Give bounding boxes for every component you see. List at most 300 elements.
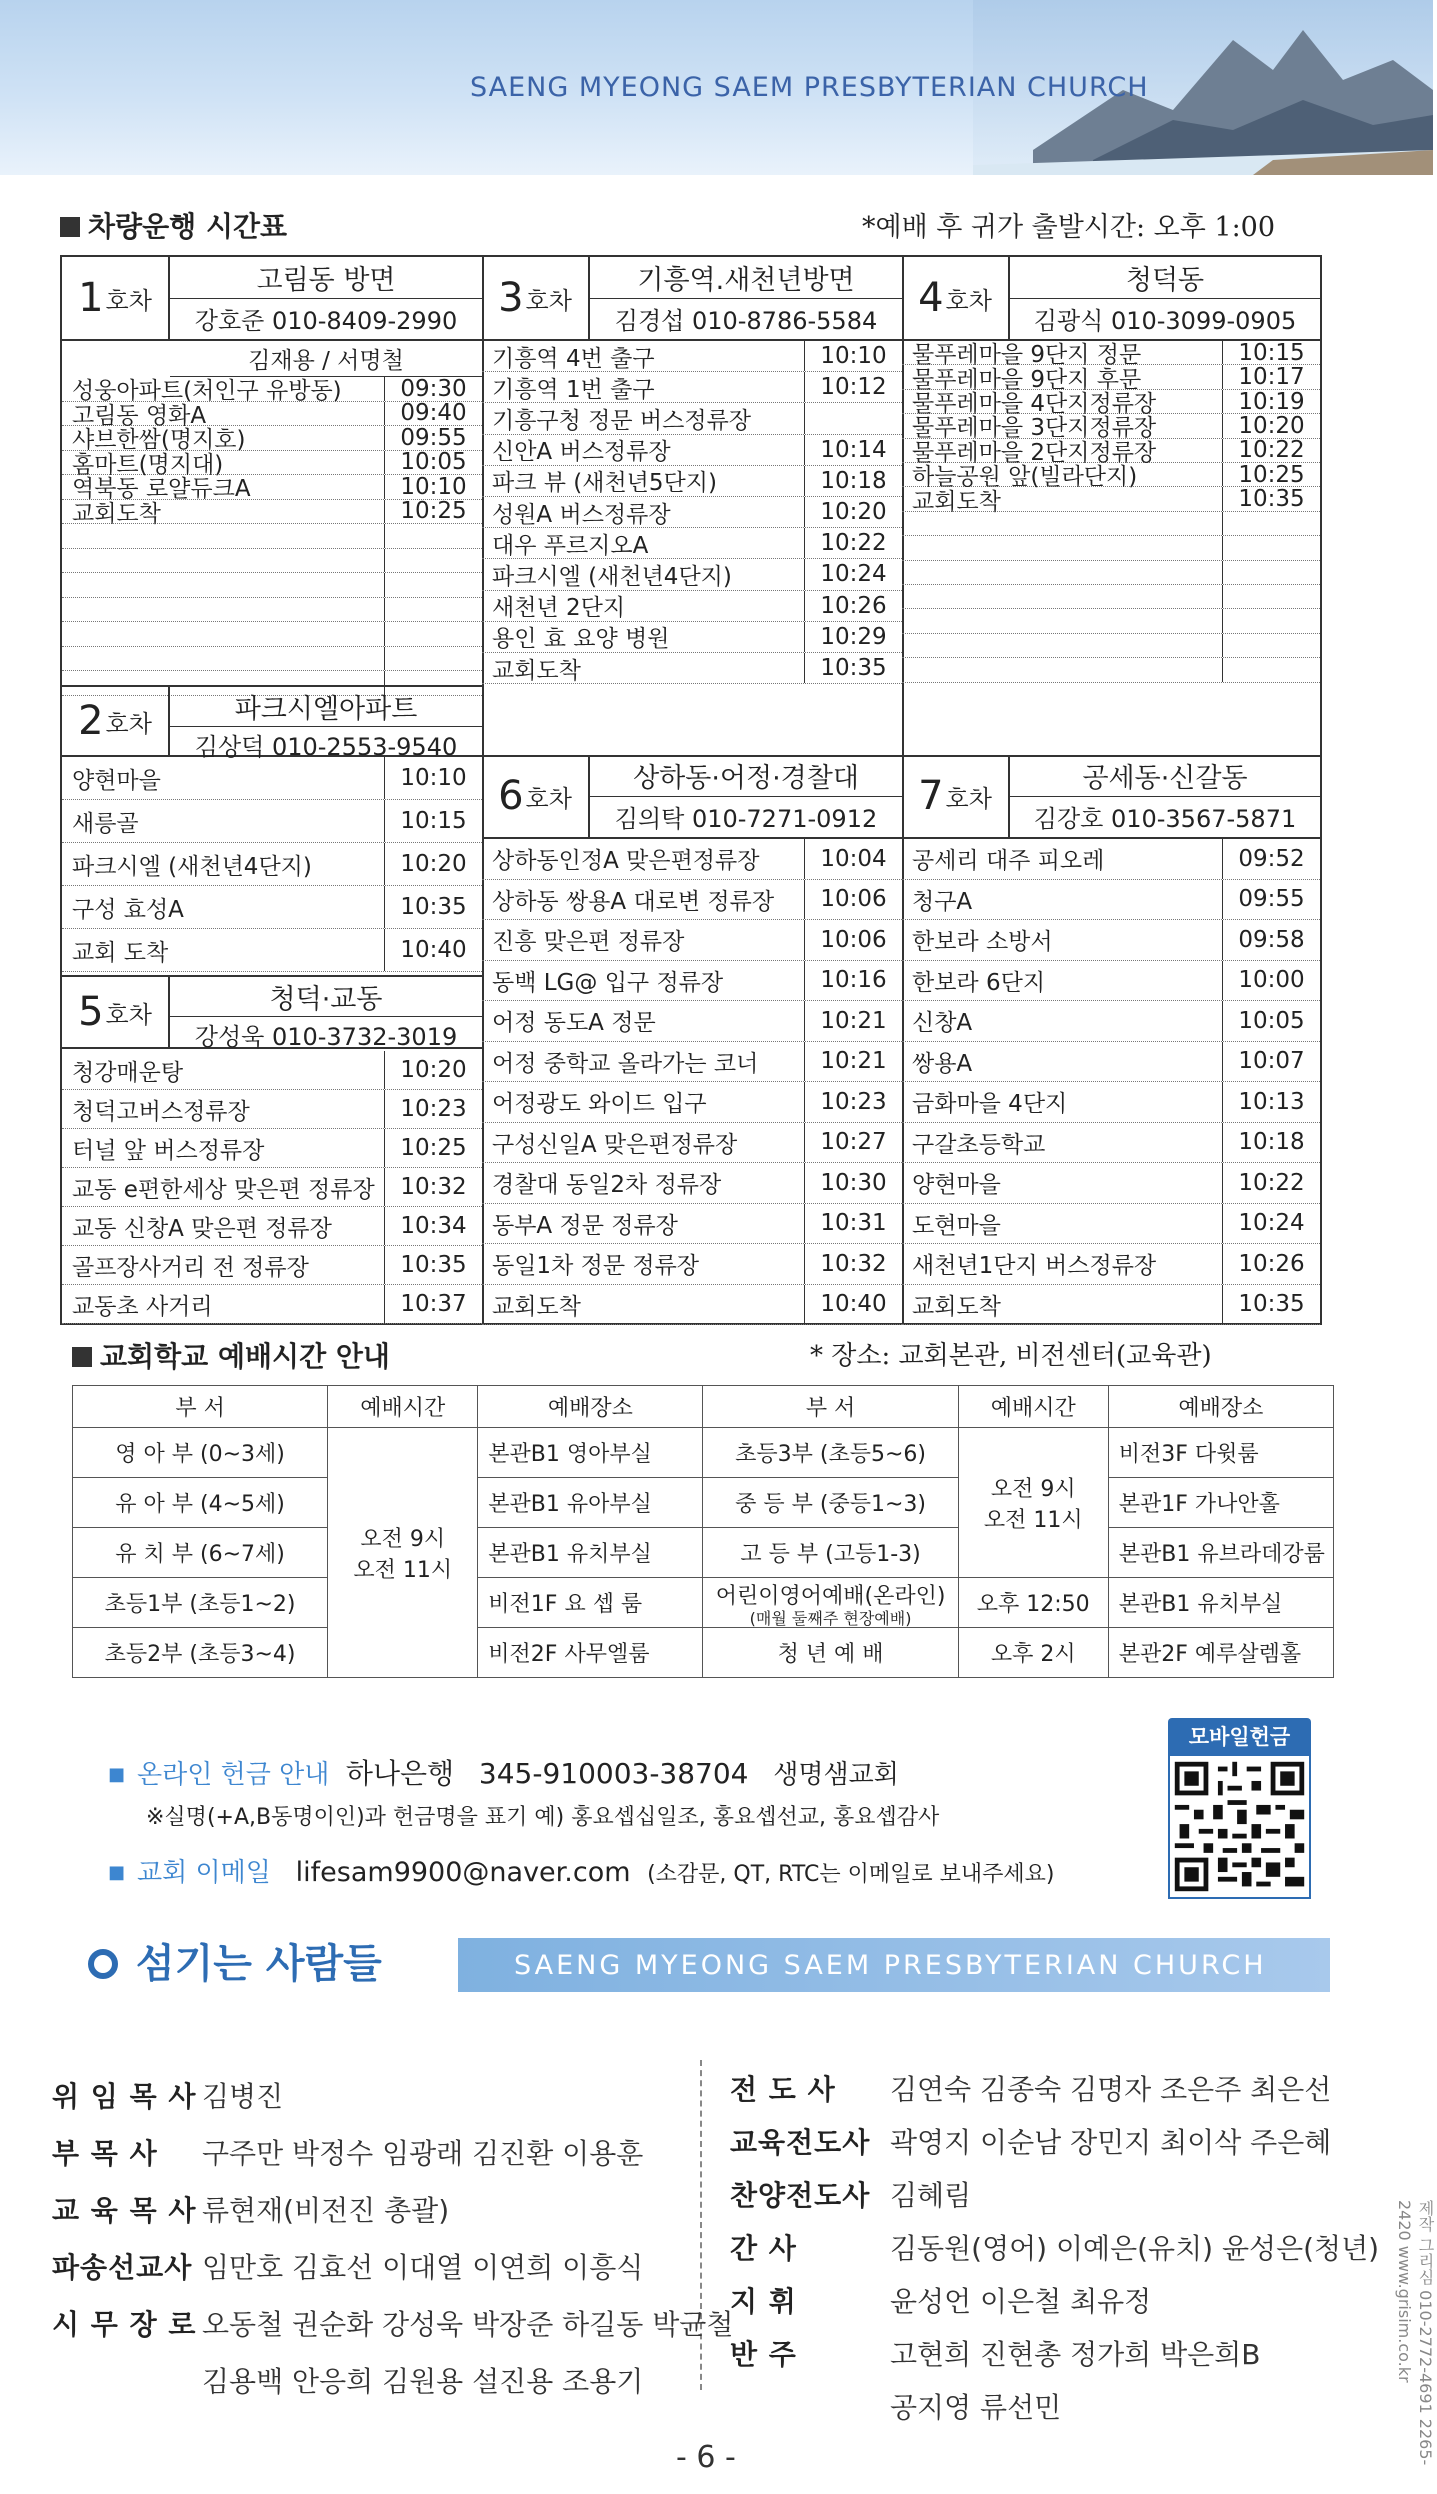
stop-name: 진흥 맞은편 정류장 — [492, 929, 685, 956]
department-cell: 초등2부 (초등3~4) — [73, 1628, 328, 1678]
stop-name: 성원A 버스정류장 — [492, 501, 671, 528]
stop-row — [62, 1129, 482, 1168]
staff-row — [730, 2174, 971, 2214]
route-6-driver: 김의탁 010-7271-0912 — [614, 805, 878, 834]
account-holder: 생명샘교회 — [773, 1760, 899, 1790]
staff-row — [730, 2333, 1261, 2373]
stop-name — [902, 512, 1222, 535]
stop-name: 새릉골 — [72, 810, 139, 837]
stop-time: 10:30 — [804, 1163, 902, 1203]
department-cell: 중 등 부 (중등1~3) — [703, 1478, 958, 1528]
stop-row — [62, 757, 482, 800]
staff-role: 교육전도사 — [730, 2126, 871, 2159]
stop-name: 신창A — [912, 1010, 973, 1037]
email-info — [108, 1852, 1054, 1889]
stop-name: 파크 뷰 (새천년5단지) — [492, 470, 717, 497]
stop-row — [482, 961, 902, 1002]
stop-time: 10:20 — [384, 843, 482, 885]
stop-name — [62, 573, 384, 597]
email-label: 교회 이메일 — [137, 1858, 271, 1888]
stop-row — [482, 1042, 902, 1083]
route-3-number: 3 호차 — [482, 257, 590, 339]
stop-row — [482, 466, 902, 497]
location-cell: 본관B1 유브라데강룸 — [1108, 1528, 1333, 1578]
stop-time: 10:40 — [804, 1285, 902, 1325]
route-3-header — [482, 257, 902, 341]
square-bullet-icon — [60, 217, 80, 237]
location-cell: 비전2F 사무엘룸 — [478, 1628, 703, 1678]
stop-time: 10:17 — [1222, 365, 1320, 388]
column-header: 예배시간 — [328, 1386, 478, 1428]
stop-time: 10:20 — [384, 1051, 482, 1089]
stop-name: 물푸레마을 2단지정류장 — [912, 439, 1157, 466]
stop-name: 홈마트(명지대) — [72, 451, 224, 478]
stop-row — [902, 1285, 1320, 1326]
school-schedule-title: 교회학교 예배시간 안내 — [72, 1335, 390, 1375]
stop-name: 교회도착 — [912, 488, 1001, 515]
stop-time: 10:37 — [384, 1285, 482, 1323]
staff-row — [730, 2386, 1061, 2426]
stop-row — [62, 886, 482, 929]
church-name-banner: SAENG MYEONG SAEM PRESBYTERIAN CHURCH — [470, 72, 1149, 103]
stop-name: 교회도착 — [492, 1293, 581, 1320]
stop-row — [62, 1207, 482, 1246]
stop-time: 10:26 — [804, 591, 902, 621]
stop-time — [384, 622, 482, 646]
offering-info — [108, 1752, 899, 1792]
department-cell: 유 치 부 (6~7세) — [73, 1528, 328, 1578]
bus-schedule-note: *예배 후 귀가 출발시간: 오후 1:00 — [862, 212, 1276, 243]
route-4-number: 4 호차 — [902, 257, 1010, 339]
stop-row — [62, 647, 482, 672]
stop-time: 10:23 — [804, 1082, 902, 1122]
stop-time: 09:52 — [1222, 839, 1320, 879]
stop-row — [482, 1204, 902, 1245]
stop-name: 도현마을 — [912, 1212, 1001, 1239]
route-2-name: 파크시엘아파트 — [170, 687, 482, 727]
stop-row — [482, 1082, 902, 1123]
stop-time: 10:23 — [384, 1090, 482, 1128]
staff-role: 간 사 — [730, 2232, 797, 2265]
stop-row — [902, 609, 1320, 633]
page-number: - 6 - — [676, 2440, 736, 2475]
stop-time: 10:22 — [804, 528, 902, 558]
stop-name: 교회도착 — [72, 500, 161, 527]
staff-names: 고현희 진현총 정가희 박은희B — [890, 2338, 1261, 2371]
stop-row — [482, 341, 902, 372]
stop-name: 파크시엘 (새천년4단지) — [72, 853, 312, 880]
stop-name: 기흥역 4번 출구 — [492, 345, 655, 372]
staff-role: 전 도 사 — [730, 2073, 836, 2106]
staff-names: 공지영 류선민 — [890, 2391, 1062, 2424]
stop-name — [62, 622, 384, 646]
table-row — [73, 1628, 1334, 1678]
offering-note: ※실명(+A,B동명이인)과 헌금명을 표기 예) 홍요셉십일조, 홍요셉선교, 홍요셉감사 — [146, 1805, 940, 1830]
column-header: 부 서 — [703, 1386, 958, 1428]
staff-names: 김병진 — [202, 2080, 284, 2113]
stop-time: 10:26 — [1222, 1244, 1320, 1284]
stop-time: 10:13 — [1222, 1082, 1320, 1122]
stop-row — [62, 1168, 482, 1207]
staff-role: 위 임 목 사 — [52, 2080, 197, 2113]
stop-time: 10:29 — [804, 622, 902, 652]
worship-time-cell: 오전 9시 오전 11시 — [958, 1428, 1108, 1578]
stop-name — [902, 561, 1222, 584]
stop-time: 09:55 — [1222, 880, 1320, 920]
location-cell: 본관B1 유아부실 — [478, 1478, 703, 1528]
department-cell: 청 년 예 배 — [703, 1628, 958, 1678]
stop-row — [902, 961, 1320, 1002]
route-1-name: 고림동 방면 — [170, 257, 482, 299]
stop-name: 교회도착 — [492, 657, 581, 684]
staff-names: 윤성언 이은철 최유정 — [890, 2285, 1152, 2318]
stop-row — [482, 403, 902, 434]
stop-time — [1222, 585, 1320, 608]
stop-row — [62, 1246, 482, 1285]
staff-names: 김혜림 — [890, 2179, 972, 2212]
stop-row — [902, 536, 1320, 560]
stop-time: 10:18 — [1222, 1123, 1320, 1163]
square-bullet-icon: ■ — [108, 1764, 126, 1785]
stop-row — [62, 843, 482, 886]
school-schedule-table — [72, 1385, 1334, 1678]
stop-name: 상하동 쌍용A 대로변 정류장 — [492, 888, 775, 915]
stop-time: 09:58 — [1222, 920, 1320, 960]
stop-name: 골프장사거리 전 정류장 — [72, 1254, 309, 1281]
stop-time: 10:25 — [384, 500, 482, 524]
stop-row — [902, 1001, 1320, 1042]
staff-names: 구주만 박정수 임광래 김진환 이용훈 — [202, 2137, 644, 2170]
route-1-number: 1 호차 — [62, 257, 170, 339]
staff-role: 반 주 — [730, 2338, 797, 2371]
staff-role: 교 육 목 사 — [52, 2194, 197, 2227]
stop-time: 10:35 — [384, 886, 482, 928]
stop-time: 10:04 — [804, 839, 902, 879]
table-row — [73, 1478, 1334, 1528]
stop-name: 구갈초등학교 — [912, 1131, 1046, 1158]
stop-row — [902, 1123, 1320, 1164]
stop-name: 용인 효 요양 병원 — [492, 626, 670, 653]
stop-row — [482, 559, 902, 590]
stop-name: 교동초 사거리 — [72, 1293, 213, 1320]
stop-time — [804, 403, 902, 433]
qr-code-icon[interactable] — [1168, 1754, 1311, 1899]
stop-time: 10:32 — [804, 1244, 902, 1284]
stop-name: 상하동인정A 맞은편정류장 — [492, 848, 760, 875]
stop-name — [62, 647, 384, 671]
bus-schedule-title: 차량운행 시간표 — [60, 205, 287, 245]
stop-name: 새천년1단지 버스정류장 — [912, 1253, 1157, 1280]
stop-name: 청구A — [912, 888, 973, 915]
stop-row — [62, 1051, 482, 1090]
stop-time: 10:15 — [1222, 341, 1320, 364]
stop-name: 물푸레마을 4단지정류장 — [912, 391, 1157, 417]
stop-time — [384, 573, 482, 597]
stop-time: 10:19 — [1222, 390, 1320, 413]
stop-row — [482, 839, 902, 880]
staff-banner: SAENG MYEONG SAEM PRESBYTERIAN CHURCH — [458, 1938, 1330, 1992]
staff-role: 파송선교사 — [52, 2251, 193, 2284]
stop-name: 청덕고버스정류장 — [72, 1098, 250, 1125]
stop-time — [384, 598, 482, 622]
stop-name — [902, 585, 1222, 608]
square-bullet-icon — [72, 1347, 92, 1367]
staff-row — [52, 2189, 449, 2229]
table-row — [73, 1578, 1334, 1628]
route-2-driver: 김상덕 010-2553-9540 — [194, 733, 458, 761]
stop-row — [902, 585, 1320, 609]
stop-name: 동백 LG@ 입구 정류장 — [492, 969, 724, 996]
stop-name: 어정 동도A 정문 — [492, 1010, 656, 1037]
square-bullet-icon: ■ — [108, 1862, 126, 1883]
stop-time: 09:40 — [384, 402, 482, 426]
stop-row — [62, 929, 482, 972]
stop-name: 터널 앞 버스정류장 — [72, 1137, 265, 1164]
email-address[interactable]: lifesam9900@naver.com — [295, 1857, 631, 1888]
stop-row — [482, 1123, 902, 1164]
location-cell: 비전1F 요 셉 룸 — [478, 1578, 703, 1628]
stop-row — [902, 658, 1320, 682]
stop-time: 10:15 — [384, 800, 482, 842]
staff-row — [52, 2303, 733, 2343]
stop-name: 교회 도착 — [72, 939, 169, 966]
stop-row — [482, 435, 902, 466]
stop-name: 공세리 대주 피오레 — [912, 848, 1105, 875]
stop-name: 새천년 2단지 — [492, 595, 626, 622]
stop-time — [384, 647, 482, 671]
route-2-header — [62, 685, 482, 761]
stop-name: 하늘공원 앞(빌라단지) — [912, 464, 1138, 491]
stop-name: 양현마을 — [72, 767, 161, 794]
location-cell: 본관1F 가나안홀 — [1108, 1478, 1333, 1528]
stop-name: 대우 푸르지오A — [492, 532, 649, 559]
stop-time: 10:06 — [804, 920, 902, 960]
route-3-name: 기흥역.새천년방면 — [590, 257, 902, 299]
stop-row — [902, 920, 1320, 961]
route-5-header — [62, 975, 482, 1049]
email-note: (소감문, QT, RTC는 이메일로 보내주세요) — [647, 1862, 1055, 1887]
staff-role: 지 휘 — [730, 2285, 797, 2318]
stop-time: 10:27 — [804, 1123, 902, 1163]
school-location-note: * 장소: 교회본관, 비전센터(교육관) — [810, 1341, 1212, 1371]
stop-row — [482, 1285, 902, 1326]
stop-time — [1222, 561, 1320, 584]
stop-time: 10:24 — [804, 559, 902, 589]
stop-name: 물푸레마을 9단지 정문 — [912, 342, 1142, 369]
staff-names: 김용백 안응희 김원용 설진용 조용기 — [202, 2365, 644, 2398]
stop-row — [62, 598, 482, 623]
stop-row — [902, 486, 1320, 515]
stop-time: 09:55 — [384, 426, 482, 450]
worship-time-cell: 오후 12:50 — [958, 1578, 1108, 1628]
stop-time: 10:34 — [384, 1207, 482, 1245]
department-cell: 초등3부 (초등5~6) — [703, 1428, 958, 1478]
stop-name — [62, 549, 384, 573]
stop-name — [902, 658, 1222, 681]
worship-time-cell: 오전 9시 오전 11시 — [328, 1428, 478, 1678]
table-header-row — [73, 1386, 1334, 1428]
header-banner — [0, 0, 1433, 175]
route-7-number: 7 호차 — [902, 755, 1010, 837]
staff-row — [730, 2227, 1379, 2267]
stop-row — [62, 549, 482, 574]
stop-row — [482, 1001, 902, 1042]
column-header: 예배시간 — [958, 1386, 1108, 1428]
stop-time: 10:40 — [384, 929, 482, 971]
stop-name: 동일1차 정문 정류장 — [492, 1253, 699, 1280]
stop-row — [482, 880, 902, 921]
stop-time: 10:14 — [804, 435, 902, 465]
stop-name: 성웅아파트(처인구 유방동) — [72, 378, 342, 405]
staff-names: 곽영지 이순남 장민지 최이삭 주은혜 — [890, 2126, 1332, 2159]
route-5-driver: 강성욱 010-3732-3019 — [194, 1023, 458, 1051]
stop-row — [482, 622, 902, 653]
stop-row — [62, 1090, 482, 1129]
stop-row — [902, 634, 1320, 658]
stop-name: 교회도착 — [912, 1293, 1001, 1320]
stop-name — [62, 598, 384, 622]
stop-time: 10:24 — [1222, 1204, 1320, 1244]
staff-role: 찬양전도사 — [730, 2179, 871, 2212]
staff-row — [52, 2246, 643, 2286]
mobile-offering-qr[interactable] — [1168, 1718, 1311, 1901]
stop-name: 물푸레마을 9단지 후문 — [912, 366, 1142, 393]
stop-row — [902, 1042, 1320, 1083]
location-cell: 비전3F 다윗룸 — [1108, 1428, 1333, 1478]
stop-time: 10:35 — [384, 1246, 482, 1284]
stop-name: 경찰대 동일2차 정류장 — [492, 1172, 722, 1199]
stop-row — [62, 1285, 482, 1324]
stop-name: 한보라 소방서 — [912, 929, 1053, 956]
stop-name: 양현마을 — [912, 1172, 1001, 1199]
stop-time — [1222, 512, 1320, 535]
stop-name: 금화마을 4단지 — [912, 1091, 1068, 1118]
staff-row — [730, 2121, 1331, 2161]
department-cell: 고 등 부 (고등1-3) — [703, 1528, 958, 1578]
staff-row — [52, 2360, 643, 2400]
department-cell: 초등1부 (초등1~2) — [73, 1578, 328, 1628]
stop-time — [384, 549, 482, 573]
staff-names: 류현재(비전진 총괄) — [202, 2194, 450, 2227]
stop-name — [62, 524, 384, 548]
stop-row — [482, 497, 902, 528]
stop-time — [1222, 658, 1320, 681]
stop-name: 고림동 영화A — [72, 402, 207, 429]
stop-time: 10:35 — [1222, 1285, 1320, 1325]
route-4-header — [902, 257, 1320, 341]
stop-time: 10:06 — [804, 880, 902, 920]
stop-time — [1222, 536, 1320, 559]
route-1-header — [62, 257, 482, 341]
staff-row — [52, 2075, 283, 2115]
stop-time: 10:07 — [1222, 1042, 1320, 1082]
stop-row — [482, 920, 902, 961]
route-3-driver: 김경섭 010-8786-5584 — [614, 307, 878, 336]
stop-time: 10:16 — [804, 961, 902, 1001]
route-5-number: 5 호차 — [62, 977, 170, 1047]
route-2-number: 2 호차 — [62, 687, 170, 755]
stop-name — [902, 536, 1222, 559]
stop-name: 역북동 로얄듀크A — [72, 476, 251, 503]
route-1-driver: 강호준 010-8409-2990 — [194, 307, 458, 336]
staff-title: 섬기는 사람들 — [88, 1932, 382, 1989]
stop-row — [482, 528, 902, 559]
department-cell: 어린이영어예배(온라인) (매월 둘째주 현장예배) — [703, 1578, 958, 1628]
stop-name: 기흥역 1번 출구 — [492, 376, 655, 403]
stop-time: 10:21 — [804, 1042, 902, 1082]
stop-name: 신안A 버스정류장 — [492, 439, 671, 466]
stop-time: 10:22 — [1222, 1163, 1320, 1203]
stop-name: 교동 신창A 맞은편 정류장 — [72, 1215, 332, 1242]
route-5-name: 청덕·교동 — [170, 977, 482, 1017]
stop-name — [902, 609, 1222, 632]
stop-name: 구성신일A 맞은편정류장 — [492, 1131, 738, 1158]
stop-row — [902, 512, 1320, 536]
stop-time: 10:05 — [384, 451, 482, 475]
stop-row — [62, 622, 482, 647]
stop-row — [902, 1163, 1320, 1204]
stop-time: 10:10 — [384, 757, 482, 799]
stop-row — [902, 561, 1320, 585]
stop-time: 10:00 — [1222, 961, 1320, 1001]
stop-name: 쌍용A — [912, 1050, 973, 1077]
stop-row — [62, 500, 482, 525]
offering-label: 온라인 헌금 안내 — [137, 1760, 330, 1790]
staff-row — [730, 2068, 1331, 2108]
stop-time: 10:31 — [804, 1204, 902, 1244]
stop-row — [62, 573, 482, 598]
stop-time: 10:25 — [384, 1129, 482, 1167]
department-cell: 유 아 부 (4~5세) — [73, 1478, 328, 1528]
circle-bullet-icon — [88, 1949, 118, 1979]
route-7-name: 공세동·신갈동 — [1010, 755, 1320, 797]
location-cell: 본관B1 유치부실 — [478, 1528, 703, 1578]
location-cell: 본관B1 유치부실 — [1108, 1578, 1333, 1628]
stop-row — [902, 839, 1320, 880]
stop-row — [482, 372, 902, 403]
account-number: 345-910003-38704 — [478, 1757, 749, 1790]
stop-name: 어정 중학교 올라가는 코너 — [492, 1050, 759, 1077]
route-4-driver: 김광식 010-3099-0905 — [1033, 307, 1297, 336]
stop-time: 10:18 — [804, 466, 902, 496]
table-row — [73, 1428, 1334, 1478]
stop-name: 샤브한쌈(명지호) — [72, 427, 246, 454]
qr-label: 모바일헌금 — [1168, 1718, 1311, 1754]
stop-time — [1222, 609, 1320, 632]
stop-name: 교동 e편한세상 맞은편 정류장 — [72, 1176, 375, 1203]
stop-row — [902, 880, 1320, 921]
stop-time: 10:32 — [384, 1168, 482, 1206]
stop-time: 10:21 — [804, 1001, 902, 1041]
column-header: 예배장소 — [478, 1386, 703, 1428]
staff-role: 부 목 사 — [52, 2137, 158, 2170]
stop-name: 동부A 정문 정류장 — [492, 1212, 678, 1239]
route-7-header — [902, 755, 1320, 839]
stop-row — [62, 524, 482, 549]
stop-row — [482, 591, 902, 622]
stop-row — [902, 1204, 1320, 1245]
stop-time: 10:22 — [1222, 439, 1320, 462]
stop-row — [902, 1244, 1320, 1285]
stop-time: 10:12 — [804, 372, 902, 402]
location-cell: 본관B1 영아부실 — [478, 1428, 703, 1478]
stop-time: 10:10 — [384, 475, 482, 499]
staff-names: 김연숙 김종숙 김명자 조은주 최은선 — [890, 2073, 1332, 2106]
route-6-number: 6 호차 — [482, 755, 590, 837]
table-row — [73, 1528, 1334, 1578]
stop-name: 청강매운탕 — [72, 1059, 184, 1086]
stop-time: 10:05 — [1222, 1001, 1320, 1041]
